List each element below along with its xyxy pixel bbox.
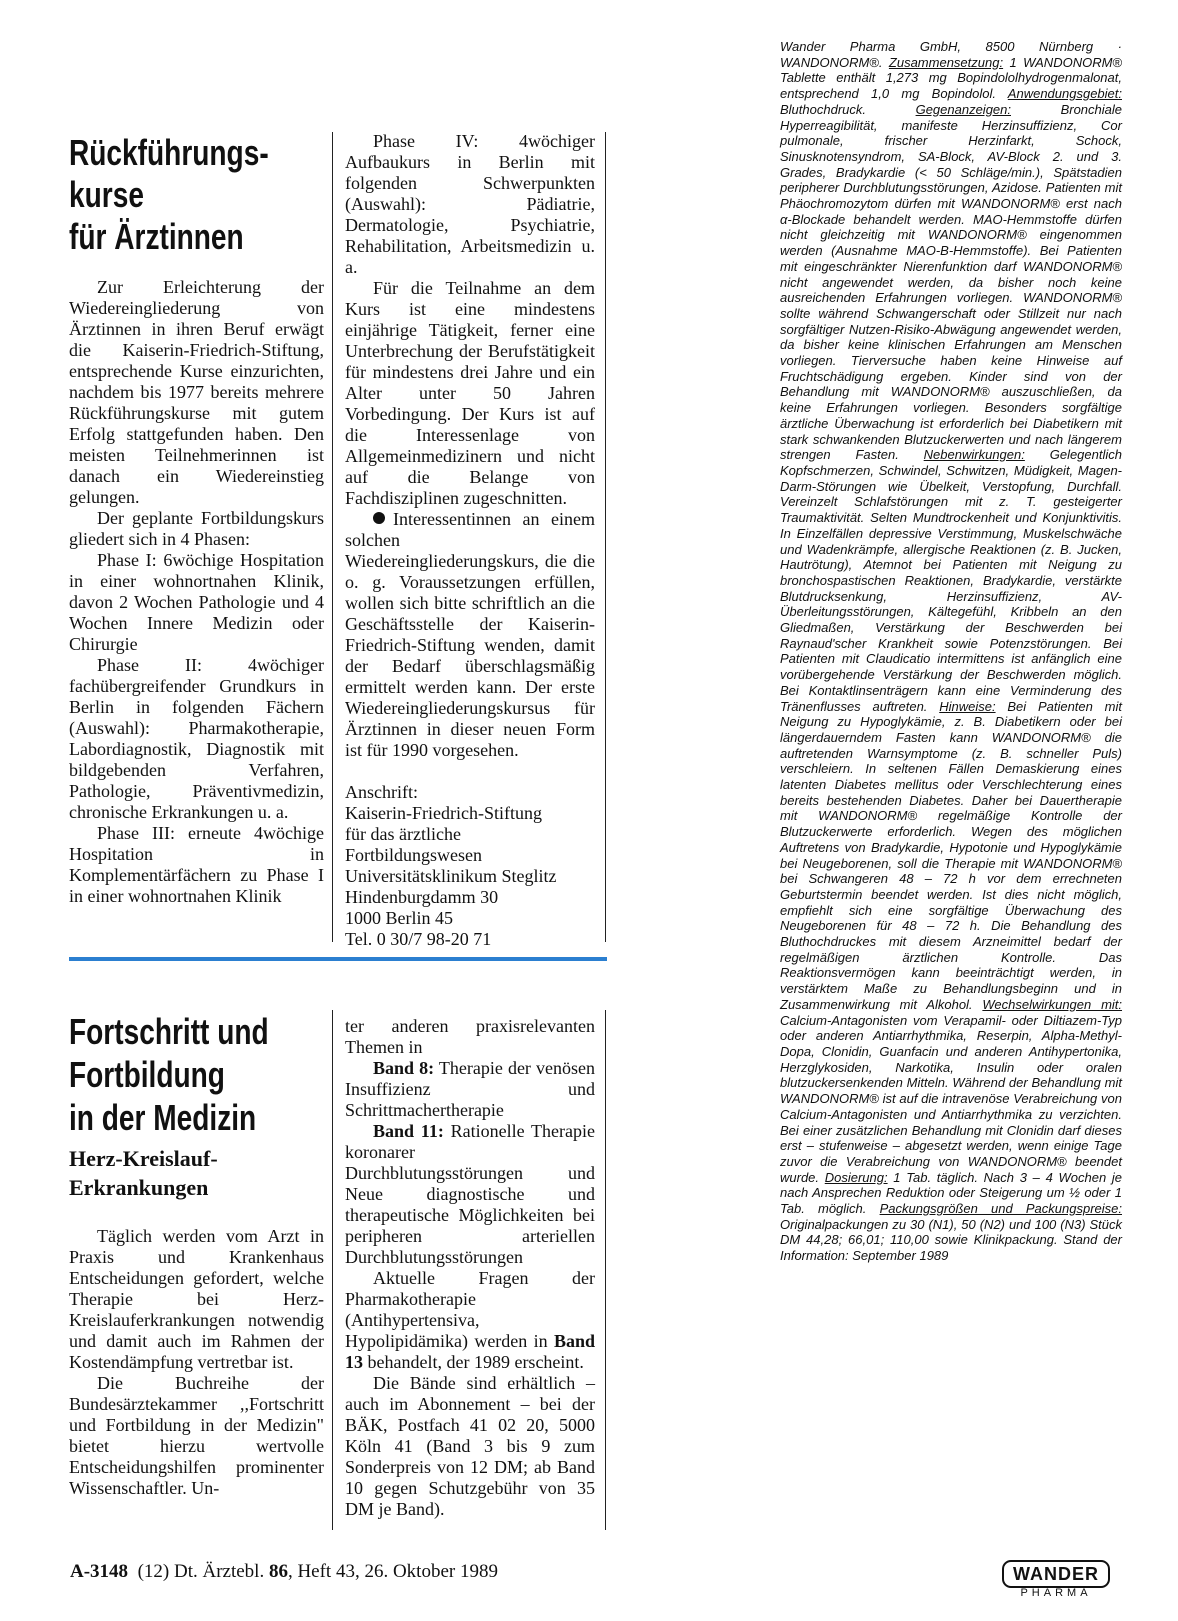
- wandonorm-product-info: [780, 39, 1122, 1264]
- band-8-paragraph: Band 8: Therapie der venösen Insuffizienz und Schrittmachertherapie: [345, 1058, 595, 1120]
- article1-column-2: [345, 131, 595, 950]
- band-11-paragraph: Band 11: Rationelle Therapie koronarer Durchblutungsstörungen und Neue diagnostische und therapeutische Möglichkeiten bei peripheren arteriellen Durchblutungsstörungen: [345, 1121, 595, 1267]
- headline-line: Fortschritt und: [69, 1011, 269, 1052]
- article2-column-2: [345, 1016, 595, 1520]
- column-divider: [332, 132, 333, 942]
- column-divider: [605, 132, 606, 942]
- column-divider: [605, 1010, 606, 1530]
- paragraph: Täglich werden vom Arzt in Praxis und Krankenhaus Entscheidungen gefordert, welche Therapie bei Herz-Kreislauferkrankungen notwendig und damit auch im Rahmen der Kostendämpfung vertretbar ist.: [69, 1226, 324, 1372]
- paragraph: Phase I: 6wöchige Hospitation in einer wohnortnahen Klinik, davon 2 Wochen Pathologie und 4 Wochen Innere Medizin oder Chirurgie: [69, 550, 324, 654]
- logo-wordmark: WANDER: [1002, 1560, 1110, 1588]
- section-text: 1 WANDONORM® Tablette enthält 1,273 mg Bopindololhydrogenmalonat, entsprechend 1,0 mg Bopindolol.: [780, 54, 1122, 102]
- paragraph: Für die Teilnahme an dem Kurs ist eine mindestens einjährige Tätigkeit, ferner eine Unterbrechung der Berufstätigkeit für mindestens drei Jahre und ein Alter unter 50 Jahren Vorbedingung. Der Kurs ist auf die Interessenlage von Allgemeinmedizinern und nicht auf die Belange von Fachdisziplinen zugeschnitten.: [345, 278, 595, 508]
- section-label: Zusammensetzung:: [888, 54, 1004, 70]
- logo-subtext: PHARMA: [1020, 1587, 1092, 1599]
- address-line: Tel. 0 30/7 98-20 71: [345, 929, 492, 949]
- section-label: Packungsgrößen und Packungspreise:: [879, 1201, 1122, 1217]
- headline-line: kurse: [69, 174, 144, 215]
- section-label: Dosierung:: [824, 1169, 888, 1185]
- article2-column-1: [69, 1226, 324, 1499]
- headline-line: in der Medizin: [69, 1097, 257, 1138]
- paragraph: Phase III: erneute 4wöchige Hospitation in Komplementärfächern zu Phase I in einer wohnortnahen Klinik: [69, 823, 324, 906]
- wander-pharma-logo: [1002, 1560, 1110, 1600]
- subhead-line: Herz-Kreislauf-: [69, 1146, 218, 1171]
- section-label: Hinweise:: [939, 698, 996, 714]
- section-text: Bluthochdruck.: [780, 101, 916, 117]
- page-number: A-3148: [70, 1561, 129, 1582]
- section-label: Anwendungsgebiet:: [1007, 86, 1122, 102]
- article1-column-1: [69, 277, 324, 907]
- section-text: Calcium-Antagonisten vom Verapamil- oder Diltiazem-Typ oder anderen Antiarrhythmika, Reserpin, Alpha-Methyl-Dopa, Clonidin, Guanfacin und anderen Antihypertonika, Herzglykosiden, Narkotika, Insulin oder oralen blutzuckersenkenden Mitteln. Während der Behandlung mit WANDONORM® ist auf die intravenöse Verabreichung von Calcium-Antagonisten und Antiarrhythmika zu verzichten. Bei einer zusätzlichen Behandlung mit Clonidin darf dieses erst – stufenweise – abgesetzt werden, wenn einige Tage zuvor die Verabreichung von WANDONORM® beendet wurde.: [780, 1012, 1122, 1185]
- subhead-line: Erkrankungen: [69, 1174, 209, 1200]
- journal-volume: 86: [268, 1561, 288, 1582]
- article2-subhead: [69, 1145, 218, 1202]
- journal-citation: (12) Dt. Ärztebl.: [128, 1561, 269, 1582]
- section-text: Originalpackungen zu 30 (N1), 50 (N2) und 100 (N3) Stück DM 44,28; 66,01; 110,00 sowie Klinikpackung. Stand der Information: September 1989: [780, 1216, 1122, 1264]
- section-label: Wechselwirkungen mit:: [982, 996, 1123, 1012]
- headline-line: für Ärztinnen: [69, 216, 244, 257]
- address-line: 1000 Berlin 45: [345, 908, 453, 928]
- page-footer: [70, 1561, 498, 1583]
- paragraph: Die Buchreihe der Bundesärztekammer ,,Fortschritt und Fortbildung in der Medizin" bietet hierzu wertvolle Entscheidungshilfen prominenter Wissenschaftler. Un-: [69, 1373, 324, 1498]
- section-text: Bronchiale Hyperreagibilität, manifeste Herzinsuffizienz, Cor pulmonale, frischer Herzinfarkt, Schock, Sinusknotensyndrom, SA-Block, AV-Block 2. und 3. Grades, Bradykardie (< 50 Schläge/min.), Spätstadien peripherer Durchblutungsstörungen, Azidose. Patienten mit Phäochromozytom dürfen mit WANDONORM® erst nach α-Blockade behandelt werden. MAO-Hemmstoffe dürfen nicht gleichzeitig mit WANDONORM® eingenommen werden (Ausnahme MAO-B-Hemmstoffe). Bei Patienten mit eingeschränkter Nierenfunktion darf WANDONORM® nicht angewendet werden, da bisher noch keine ausreichenden Erfahrungen vorliegen. WANDONORM® sollte während Schwangerschaft oder Stillzeit nur nach sorgfältiger Nutzen-Risiko-Abwägung angewendet werden, da bisher keine klinischen Erfahrungen am Menschen vorliegen. Tierversuche haben keine Hinweise auf Fruchtschädigung ergeben. Kinder sind von der Behandlung mit WANDONORM® auszuschließen, da keine Erfahrungen vorliegen. Besonders sorgfältige ärztliche Überwachung ist erforderlich bei Diabetikern mit stark schwankenden Blutzuckerwerten und nach längerem strengen Fasten.: [780, 101, 1122, 463]
- address-line: Hindenburgdamm 30: [345, 887, 499, 907]
- headline-line: Rückführungs-: [69, 132, 269, 173]
- company-line: Wander Pharma GmbH, 8500 Nürnberg · WANDONORM®.: [780, 39, 1122, 70]
- address-line: Anschrift:: [345, 782, 418, 802]
- paragraph: Zur Erleichterung der Wiedereingliederung von Ärztinnen in ihren Beruf erwägt die Kaiserin-Friedrich-Stiftung, entsprechende Kurse einzurichten, nachdem bis 1977 bereits mehrere Rückführungskurse mit gutem Erfolg stattgefunden haben. Den meisten Teilnehmerinnen ist danach ein Wiedereinstieg gelungen.: [69, 277, 324, 507]
- address-line: Universitätsklinikum Steglitz: [345, 866, 557, 886]
- address-line: für das ärztliche Fortbildungswesen: [345, 824, 482, 865]
- paragraph: Phase IV: 4wöchiger Aufbaukurs in Berlin mit folgenden Schwerpunkten (Auswahl): Pädiatrie, Dermatologie, Psychiatrie, Rehabilitation, Arbeitsmedizin u. a.: [345, 131, 595, 277]
- paragraph: Der geplante Fortbildungskurs gliedert sich in 4 Phasen:: [69, 508, 324, 549]
- headline-line: Fortbildung: [69, 1054, 225, 1095]
- section-label: Nebenwirkungen:: [923, 447, 1025, 463]
- section-text: 1 Tab. täglich. Nach 3 – 4 Wochen je nach Ansprechen Reduktion oder Steigerung um ½ oder 1 Tab. möglich.: [780, 1169, 1123, 1217]
- paragraph: Die Bände sind erhältlich – auch im Abonnement – bei der BÄK, Postfach 41 02 20, 5000 Köln 41 (Band 3 bis 9 zum Sonderpreis von 12 DM; ab Band 10 gegen Schutzgebühr von 35 DM je Band).: [345, 1373, 595, 1519]
- column-divider: [332, 1010, 333, 1530]
- section-text: Gelegentlich Kopfschmerzen, Schwindel, Schwitzen, Müdigkeit, Magen-Darm-Störungen wie Übelkeit, Verstopfung, Durchfall. Vereinzelt Schlafstörungen mit z. T. gesteigerter Traumaktivität. Selten Mundtrockenheit und Konjunktivitis. In Einzelfällen depressive Verstimmung, Muskelschwäche und Wadenkrämpfe, allergische Reaktionen (z. B. Jucken, Hautrötung), Atemnot bei Patienten mit Neigung zu bronchospastischen Reaktionen, Bradykardie, verstärkte Blutdrucksenkung, Herzinsuffizienz, AV-Überleitungsstörungen, Kältegefühl, Kribbeln an den Gliedmaßen, Verstärkung der Beschwerden bei Raynaud'scher Krankheit sowie Potenzstörungen. Bei Patienten mit Claudicatio intermittens ist anfänglich eine vorübergehende Verstärkung der Beschwerden möglich. Bei Kontaktlinsenträgern kann eine Verminderung des Tränenflusses auftreten.: [780, 447, 1122, 714]
- bullet-paragraph: Interessentinnen an einem solchen Wiedereingliederungskurs, die die o. g. Voraussetzungen erfüllen, wollen sich bitte schriftlich an die Geschäftsstelle der Kaiserin-Friedrich-Stiftung wenden, damit der Bedarf überschlagsmäßig ermittelt werden kann. Der erste Wiedereingliederungskursus für Ärztinnen in dieser neuen Form ist für 1990 vorgesehen.: [345, 509, 595, 760]
- article2-headline: [69, 1010, 269, 1139]
- paragraph: Phase II: 4wöchiger fachübergreifender Grundkurs in Berlin in folgenden Fächern (Auswahl): Pharmakotherapie, Labordiagnostik, Diagnostik mit bildgebenden Verfahren, Pathologie, Präventivmedizin, chronische Erkrankungen u. a.: [69, 655, 324, 822]
- band-13-paragraph: Aktuelle Fragen der Pharmakotherapie (Antihypertensiva, Hypolipidämika) werden in Band 13 behandelt, der 1989 erscheint.: [345, 1268, 595, 1372]
- section-text: Bei Patienten mit Neigung zu Hypoglykämie, z. B. Diabetikern oder bei längerdauerndem Fasten kann WANDONORM® die auftretenden Warnsymptome (z. B. schneller Puls) verschleiern. In seltenen Fällen Demaskierung eines latenten Diabetes mellitus oder Verschlechterung eines bereits bestehenden Diabetes. Daher bei Dauertherapie mit WANDONORM® regelmäßige Kontrolle der Blutzuckerwerte erforderlich. Wegen des möglichen Auftretens von Bradykardie, Hypotonie und Hypoglykämie bei Neugeborenen, soll die Therapie mit WANDONORM® bei Schwangeren 48 – 72 h vor dem errechneten Geburtstermin beendet werden. Ist dies nicht möglich, empfiehlt sich eine sorgfältige Überwachung des Neugeborenen für 48 – 72 h. Die Behandlung des Bluthochdruckes mit diesem Arzneimittel bedarf der regelmäßigen ärztlichen Kontrolle. Das Reaktionsvermögen kann beeinträchtigt werden, in verstärktem Maße zu Behandlungsbeginn und in Zusammenwirkung mit Alkohol.: [780, 698, 1122, 1012]
- paragraph: ter anderen praxisrelevanten Themen in: [345, 1016, 595, 1057]
- address-line: Kaiserin-Friedrich-Stiftung: [345, 803, 542, 823]
- section-label: Gegenanzeigen:: [915, 101, 1011, 117]
- journal-issue-date: , Heft 43, 26. Oktober 1989: [287, 1561, 498, 1582]
- bullet-icon: [373, 512, 385, 524]
- section-separator: [69, 957, 607, 961]
- article1-headline: [69, 132, 269, 258]
